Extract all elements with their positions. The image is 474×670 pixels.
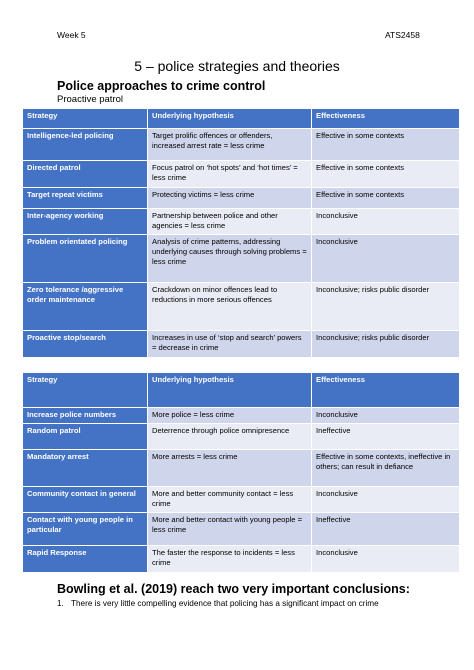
hypothesis-cell: Increases in use of ‘stop and search’ powers = decrease in crime	[148, 331, 312, 358]
table-row	[23, 161, 460, 188]
hypothesis-cell: Target prolific offences or offenders, increased arrest rate = less crime	[148, 129, 312, 161]
strategy-cell: Contact with young people in particular	[23, 513, 148, 546]
hypothesis-cell: Analysis of crime patterns, addressing underlying causes through solving problems = less crime	[148, 235, 312, 283]
table-row	[23, 331, 460, 358]
strategy-cell: Intelligence-led policing	[23, 129, 148, 161]
strategy-cell: Rapid Response	[23, 546, 148, 573]
header-week: Week 5	[57, 30, 86, 40]
effectiveness-cell: Inconclusive; risks public disorder	[312, 331, 460, 358]
effectiveness-cell: Inconclusive	[312, 546, 460, 573]
effectiveness-cell: Inconclusive; risks public disorder	[312, 283, 460, 331]
strategy-cell: Mandatory arrest	[23, 450, 148, 487]
document-title: 5 – police strategies and theories	[134, 58, 340, 74]
conclusion-list	[57, 599, 457, 608]
hypothesis-cell: More police = less crime	[148, 408, 312, 424]
column-header-strategy: Strategy	[23, 373, 148, 408]
table-row	[23, 283, 460, 331]
effectiveness-cell: Inconclusive	[312, 209, 460, 235]
table-row	[23, 450, 460, 487]
table-row	[23, 487, 460, 513]
strategy-cell: Inter-agency working	[23, 209, 148, 235]
effectiveness-cell: Effective in some contexts	[312, 161, 460, 188]
table-row	[23, 513, 460, 546]
strategy-table-2	[22, 372, 460, 573]
hypothesis-cell: More arrests = less crime	[148, 450, 312, 487]
hypothesis-cell: Partnership between police and other agencies = less crime	[148, 209, 312, 235]
hypothesis-cell: Deterrence through police omnipresence	[148, 424, 312, 450]
hypothesis-cell: The faster the response to incidents = less crime	[148, 546, 312, 573]
effectiveness-cell: Inconclusive	[312, 487, 460, 513]
hypothesis-cell: More and better community contact = less crime	[148, 487, 312, 513]
column-header-strategy: Strategy	[23, 109, 148, 129]
table-header-row	[23, 109, 460, 129]
effectiveness-cell: Inconclusive	[312, 235, 460, 283]
column-header-hypothesis: Underlying hypothesis	[148, 373, 312, 408]
table-row	[23, 235, 460, 283]
effectiveness-cell: Inconclusive	[312, 408, 460, 424]
column-header-effectiveness: Effectiveness	[312, 373, 460, 408]
strategy-cell: Directed patrol	[23, 161, 148, 188]
column-header-hypothesis: Underlying hypothesis	[148, 109, 312, 129]
conclusion-heading: Bowling et al. (2019) reach two very important conclusions:	[57, 582, 410, 596]
list-item-text: There is very little compelling evidence that policing has a significant impact on crime	[71, 599, 379, 608]
effectiveness-cell: Effective in some contexts, ineffective in others; can result in defiance	[312, 450, 460, 487]
strategy-cell: Problem orientated policing	[23, 235, 148, 283]
effectiveness-cell: Effective in some contexts	[312, 188, 460, 209]
strategy-table-1	[22, 108, 460, 358]
strategy-cell: Community contact in general	[23, 487, 148, 513]
table-row	[23, 424, 460, 450]
strategy-cell: Random patrol	[23, 424, 148, 450]
table-row	[23, 408, 460, 424]
strategy-cell: Target repeat victims	[23, 188, 148, 209]
table-row	[23, 546, 460, 573]
list-item-number: 1.	[57, 599, 64, 608]
table-header-row	[23, 373, 460, 408]
column-header-effectiveness: Effectiveness	[312, 109, 460, 129]
hypothesis-cell: More and better contact with young people = less crime	[148, 513, 312, 546]
hypothesis-cell: Focus patrol on ‘hot spots’ and ‘hot times’ = less crime	[148, 161, 312, 188]
strategy-cell: Zero tolerance /aggressive order maintenance	[23, 283, 148, 331]
table-row	[23, 188, 460, 209]
header-course-code: ATS2458	[385, 30, 420, 40]
strategy-cell: Proactive stop/search	[23, 331, 148, 358]
hypothesis-cell: Crackdown on minor offences lead to reductions in more serious offences	[148, 283, 312, 331]
section-subheading: Proactive patrol	[57, 94, 124, 105]
hypothesis-cell: Protecting victims = less crime	[148, 188, 312, 209]
effectiveness-cell: Ineffective	[312, 513, 460, 546]
section-heading: Police approaches to crime control	[57, 79, 266, 93]
effectiveness-cell: Ineffective	[312, 424, 460, 450]
effectiveness-cell: Effective in some contexts	[312, 129, 460, 161]
table-row	[23, 129, 460, 161]
list-item	[57, 599, 457, 608]
strategy-cell: Increase police numbers	[23, 408, 148, 424]
table-row	[23, 209, 460, 235]
